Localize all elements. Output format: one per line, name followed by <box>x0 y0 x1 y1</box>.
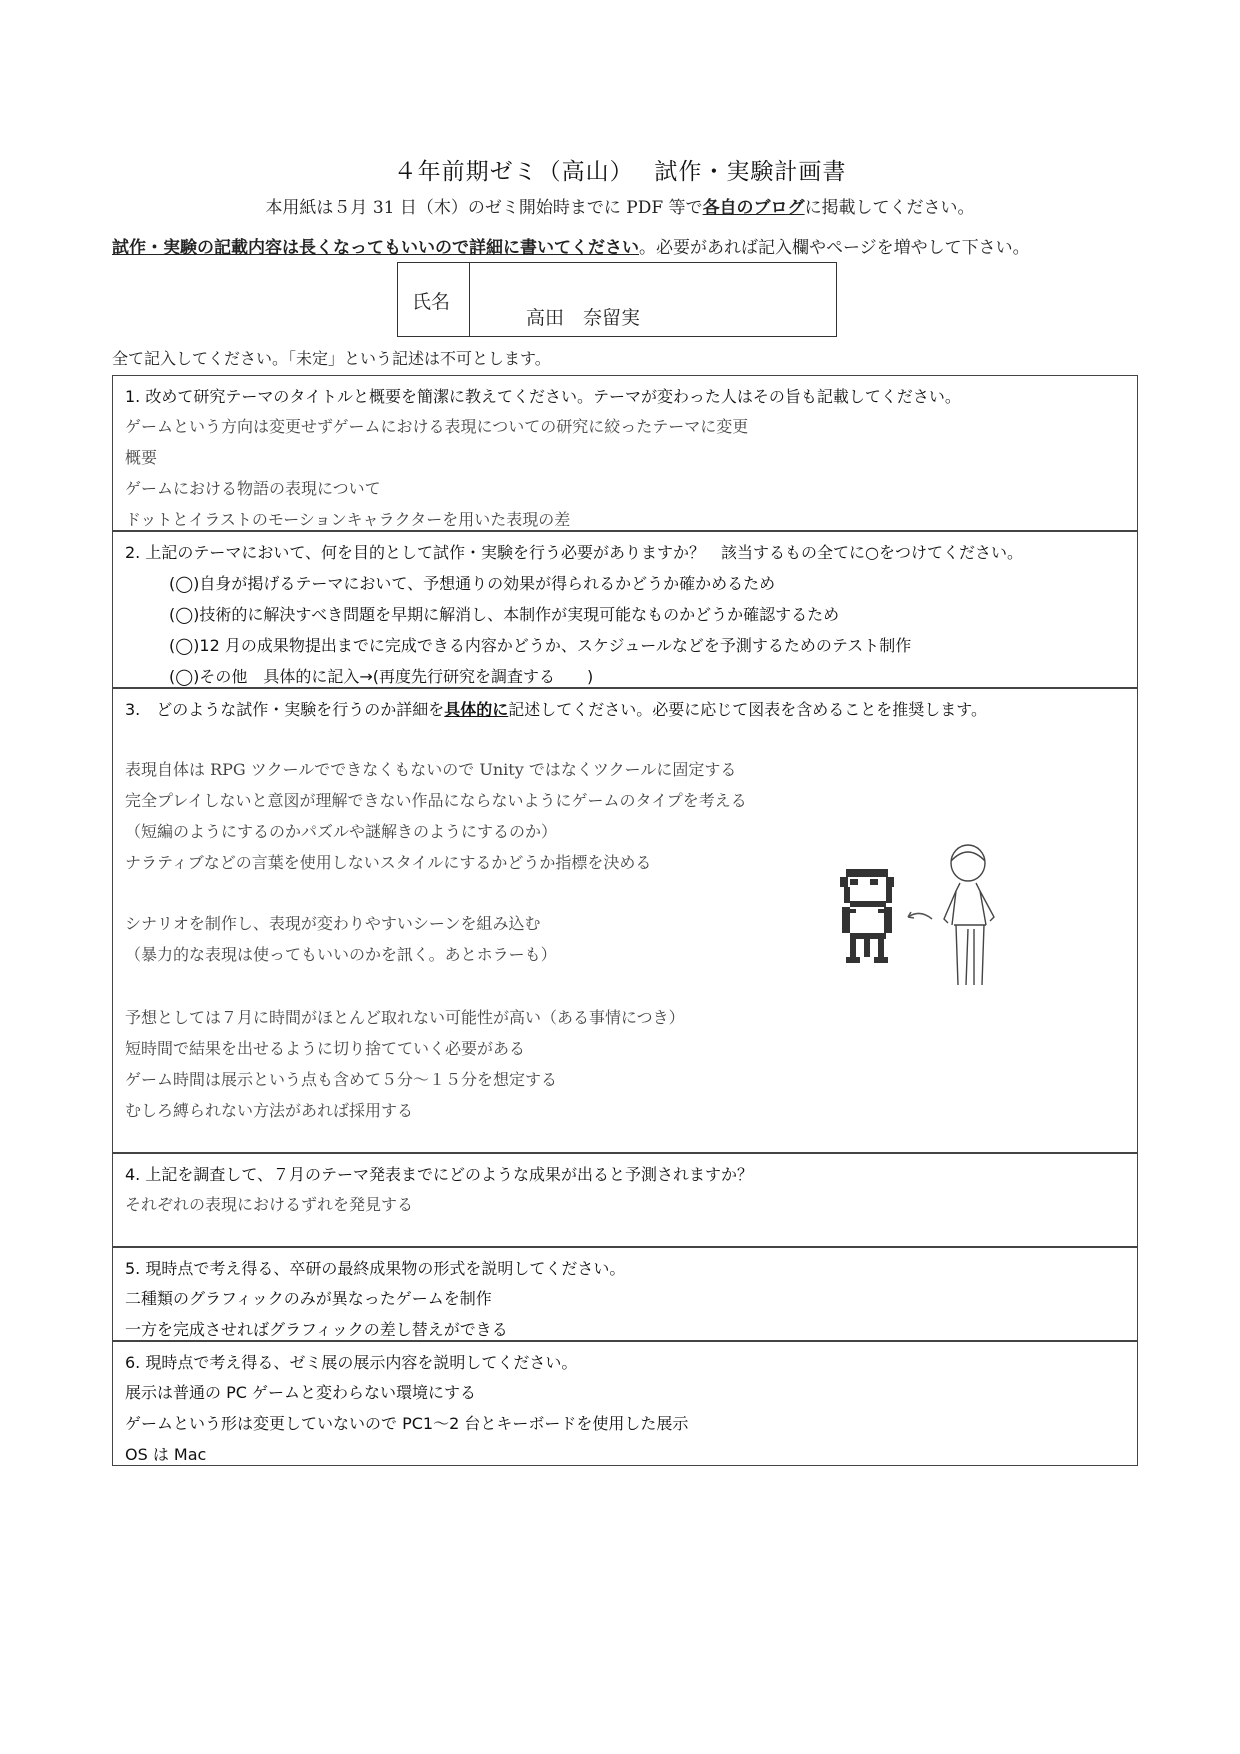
answer-3-line: 予想としては７月に時間がほとんど取れない可能性が高い（ある事情につき） <box>125 1008 685 1027</box>
answer-3-line: ナラティブなどの言葉を使用しないスタイルにするかどうか指標を決める <box>125 853 652 872</box>
fill-instruction: 全て記入してください。「未定」という記述は不可とします。 <box>112 349 551 368</box>
answer-3-line: 完全プレイしないと意図が理解できない作品にならないようにゲームのタイプを考える <box>125 791 747 810</box>
detail-notice <box>112 233 1030 258</box>
character-comparison-illustration <box>828 839 1008 989</box>
answer-4-line: それぞれの表現におけるずれを発見する <box>125 1195 414 1214</box>
section-6 <box>112 1341 1138 1466</box>
detail-notice-tail: 。必要があれば記入欄やページを増やして下さい。 <box>639 238 1030 258</box>
section-4 <box>112 1153 1138 1247</box>
submission-notice-tail: に掲載してください。 <box>804 198 975 218</box>
purpose-option: (◯)技術的に解決すべき問題を早期に解消し、本制作が実現可能なものかどうか確認するため <box>169 605 840 624</box>
name-value: 高田 奈留実 <box>526 307 641 329</box>
purpose-option: (◯)12 月の成果物提出までに完成できる内容かどうか、スケジュールなどを予測するためのテスト制作 <box>169 636 912 655</box>
answer-3-line: 短時間で結果を出せるように切り捨てていく必要がある <box>125 1039 526 1058</box>
answer-3-line: ゲーム時間は展示という点も含めて５分～１５分を想定する <box>125 1070 558 1089</box>
answer-5-line: 二種類のグラフィックのみが異なったゲームを制作 <box>125 1289 492 1308</box>
illustrated-character <box>944 845 994 985</box>
answer-6-line: ゲームという形は変更していないので PC1～2 台とキーボードを使用した展示 <box>125 1414 689 1433</box>
name-label: 氏名 <box>412 291 451 313</box>
question-3-emphasis: 具体的に <box>444 700 509 719</box>
section-3 <box>112 688 1138 1153</box>
question-3-tail: 記述してください。必要に応じて図表を含めることを推奨します。 <box>508 700 988 719</box>
answer-3-line: シナリオを制作し、表現が変わりやすいシーンを組み込む <box>125 914 541 933</box>
detail-notice-emphasis: 試作・実験の記載内容は長くなってもいいので詳細に書いてください <box>112 238 639 258</box>
question-2: 2. 上記のテーマにおいて、何を目的として試作・実験を行う必要がありますか？ 該当するもの全てに○をつけてください。 <box>125 543 1023 562</box>
purpose-option: (◯)その他 具体的に記入→(再度先行研究を調査する ) <box>169 667 594 686</box>
name-box <box>397 262 837 337</box>
question-6: 6. 現時点で考え得る、ゼミ展の展示内容を説明してください。 <box>125 1353 578 1372</box>
section-2 <box>112 531 1138 688</box>
question-4: 4. 上記を調査して、７月のテーマ発表までにどのような成果が出ると予測されますか？ <box>125 1165 754 1184</box>
answer-6-line: OS は Mac <box>125 1445 207 1464</box>
answer-3-line: むしろ縛られない方法があれば採用する <box>125 1101 414 1120</box>
purpose-option: (◯)自身が掲げるテーマにおいて、予想通りの効果が得られるかどうか確かめるため <box>169 574 776 593</box>
answer-3-line: 表現自体は RPG ツクールでできなくもないので Unity ではなくツクールに固定する <box>125 760 737 779</box>
submission-notice-text: 本用紙は５月 31 日（木）のゼミ開始時までに PDF 等で <box>265 198 703 218</box>
question-5: 5. 現時点で考え得る、卒研の最終成果物の形式を説明してください。 <box>125 1259 626 1278</box>
pixel-character-sprite <box>840 869 894 963</box>
answer-1-line: ドットとイラストのモーションキャラクターを用いた表現の差 <box>125 510 571 529</box>
section-1 <box>112 375 1138 531</box>
answer-1-line: ゲームという方向は変更せずゲームにおける表現についての研究に絞ったテーマに変更 <box>125 417 749 436</box>
question-1: 1. 改めて研究テーマのタイトルと概要を簡潔に教えてください。テーマが変わった人はその旨も記載してください。 <box>125 387 961 406</box>
question-3 <box>125 697 987 720</box>
name-box-divider <box>469 263 470 336</box>
answer-1-line: ゲームにおける物語の表現について <box>125 479 381 498</box>
answer-1-line: 概要 <box>125 448 158 467</box>
answer-3-line: （短編のようにするのかパズルや謎解きのようにするのか） <box>125 822 558 841</box>
document-title: ４年前期ゼミ（高山） 試作・実験計画書 <box>393 159 847 185</box>
section-5 <box>112 1247 1138 1341</box>
submission-notice <box>0 193 1240 218</box>
submission-notice-emphasis: 各自のブログ <box>702 198 805 218</box>
answer-5-line: 一方を完成させればグラフィックの差し替えができる <box>125 1320 508 1339</box>
answer-3-line: （暴力的な表現は使ってもいいのかを訊く。あとホラーも） <box>125 945 557 964</box>
question-3-text: 3. どのような試作・実験を行うのか詳細を <box>125 700 445 719</box>
answer-6-line: 展示は普通の PC ゲームと変わらない環境にする <box>125 1383 476 1402</box>
